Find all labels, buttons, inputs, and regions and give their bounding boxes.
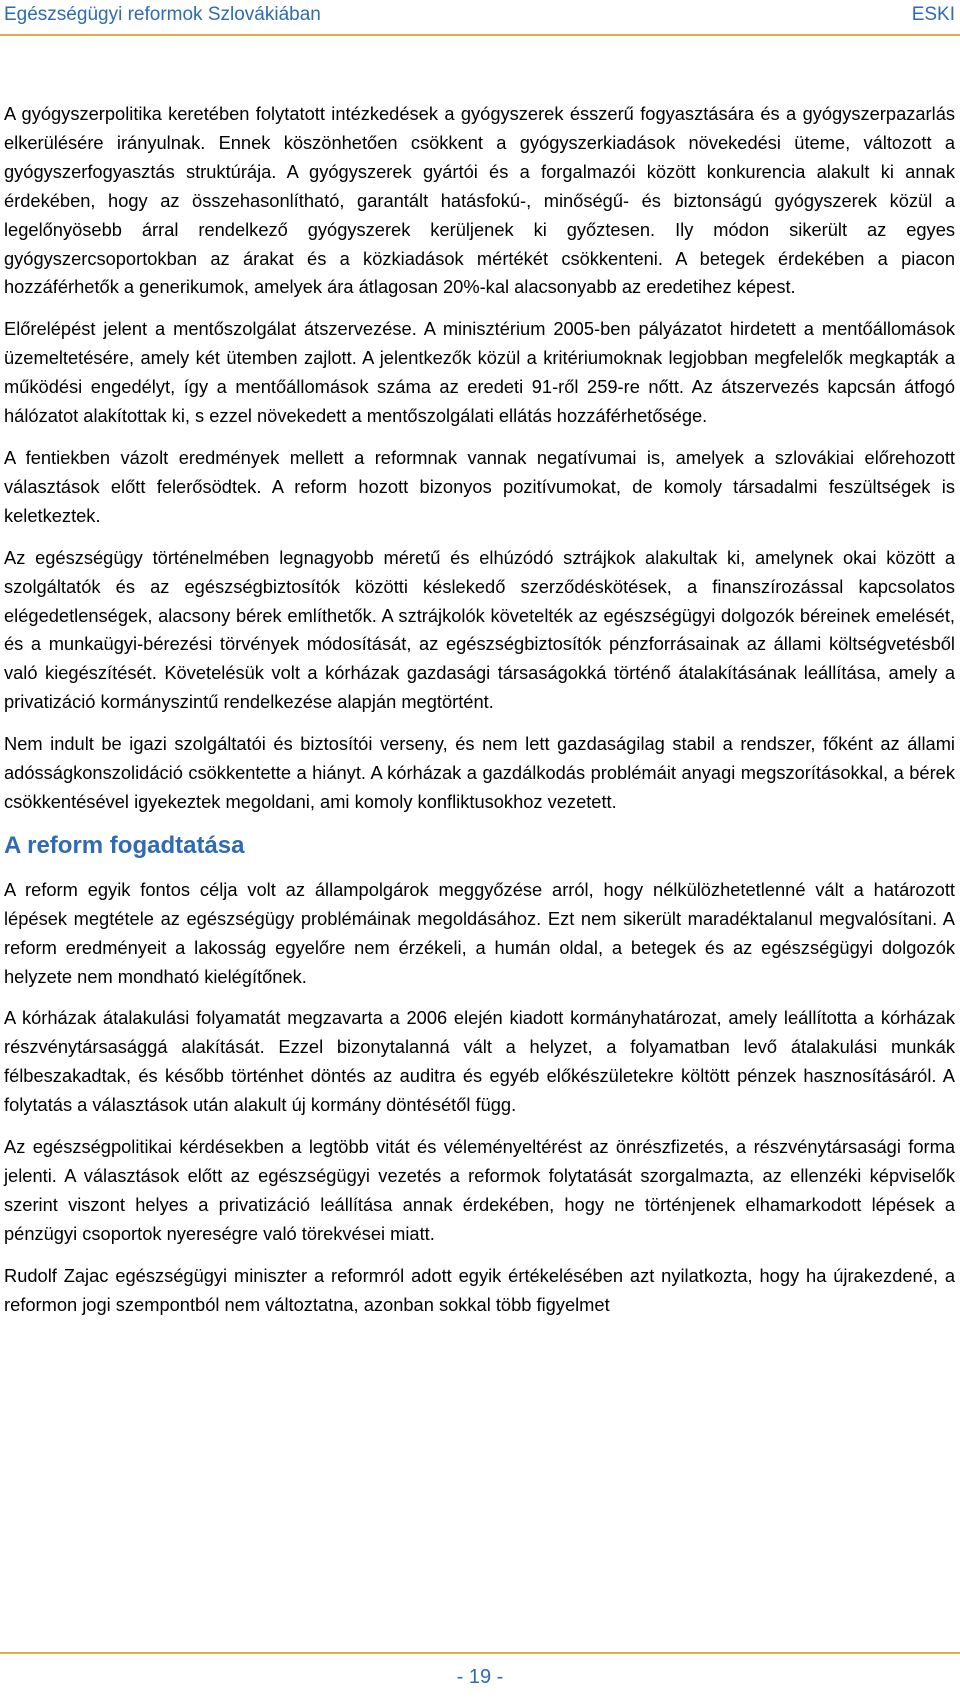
paragraph: A reform egyik fontos célja volt az állampolgárok meggyőzése arról, hogy nélkülözhetetlenné vált a határozott lépések megtétele az egészségügy problémáinak megoldásához. Ezt nem sikerült maradéktalanul megvalósítani. A reform eredményeit a lakosság egyelőre nem érzékeli, a humán oldal, a betegek és az egészségügyi dolgozók helyzete nem mondható kielégítőnek. [4, 878, 955, 987]
paragraph: Előrelépést jelent a mentőszolgálat átszervezése. A minisztérium 2005-ben pályázatot hirdetett a mentőállomások üzemeltetésére, amely két ütemben zajlott. A jelentkezők közül a kritériumoknak legjobban megfelelők megkapták a működési engedélyt, így a mentőállomások száma az eredeti 91-ről 259-re nőtt. Az átszervezés kapcsán átfogó hálózatot alakítottak ki, s ezzel növekedett a mentőszolgálati ellátás hozzáférhetősége. [4, 318, 955, 427]
header-title: Egészségügyi reformok Szlovákiában [4, 4, 321, 25]
header-org: ESKI [911, 4, 955, 25]
paragraph: A fentiekben vázolt eredmények mellett a reformnak vannak negatívumai is, amelyek a szlovákiai előrehozott választások előtt felerősödtek. A reform hozott bizonyos pozitívumokat, de komoly társadalmi feszültségek is keletkeztek. [4, 446, 955, 526]
paragraph: Nem indult be igazi szolgáltatói és biztosítói verseny, és nem lett gazdaságilag stabil a rendszer, főként az állami adósságkonszolidáció csökkentette a hiányt. A kórházak a gazdálkodás problémáit anyagi megszorításokkal, a bérek csökkentésével igyekeztek megoldani, ami komoly konfliktusokhoz vezetett. [4, 733, 955, 812]
paragraph: A kórházak átalakulási folyamatát megzavarta a 2006 elején kiadott kormányhatározat, amely leállította a kórházak részvénytársasággá alakítását. Ezzel bizonytalanná vált a helyzet, a folyamatban levő átalakulási munkák félbeszakadtak, és később történhet döntés az auditra és egyéb előkészületekre költött pénzek hasznosításáról. A folytatás a választások után alakult új kormány döntésétől függ. [4, 1007, 955, 1116]
page-number: - 19 - [456, 1666, 504, 1688]
main-content [4, 100, 955, 1333]
paragraph: Rudolf Zajac egészségügyi miniszter a reformról adott egyik értékelésében azt nyilatkozta, hogy ha újrakezdené, a reformon jogi szempontból nem változtatna, azonban sokkal több figyelmet [4, 1264, 955, 1315]
paragraph: Az egészségpolitikai kérdésekben a legtöbb vitát és véleményeltérést az önrészfizetés, a részvénytársasági forma jelenti. A választások előtt az egészségügyi vezetés a reformok folytatását szorgalmazta, az ellenzéki képviselők szerint viszont helyes a privatizáció leállítása annak érdekében, hogy ne történjenek elhamarkodott lépések a pénzügyi csoportok nyereségre való törekvései miatt. [4, 1136, 955, 1244]
section-heading: A reform fogadtatása [4, 831, 245, 859]
paragraph: A gyógyszerpolitika keretében folytatott intézkedések a gyógyszerek ésszerű fogyasztására és a gyógyszerpazarlás elkerülésére irányulnak. Ennek köszönhetően csökkent a gyógyszerkiadások növekedési üteme, változott a gyógyszerfogyasztás struktúrája. A gyógyszerek gyártói és a forgalmazói között konkurencia alakult ki annak érdekében, hogy az összehasonlítható, garantált hatásfokú-, minőségű- és biztonságú gyógyszerek közül a legelőnyösebb árral rendelkező gyógyszerek kerüljenek ki győztesen. Ily módon sikerült az egyes gyógyszercsoportokban az árakat és a közkiadások mértékét csökkenteni. A betegek érdekében a piacon hozzáférhetők a generikumok, amelyek ára átlagosan 20%-kal alacsonyabb az eredetihez képest. [4, 103, 955, 298]
page-footer [0, 1652, 960, 1689]
running-header [0, 0, 960, 36]
paragraph: Az egészségügy történelmében legnagyobb méretű és elhúzódó sztrájkok alakultak ki, amelynek okai között a szolgáltatók és az egészségbiztosítók közötti késlekedő szerződéskötések, a finanszírozással kapcsolatos elégedetlenségek, alacsony bérek említhetők. A sztrájkolók követelték az egészségügyi dolgozók béreinek emelését, és a munkaügyi-bérezési törvények módosítását, az egészségbiztosítók pénzforrásainak az állami költségvetésből való kiegészítését. Követelésük volt a kórházak gazdasági társaságokká történő átalakításának leállítása, amely a privatizáció kormányszintű rendelkezése alapján megtörtént. [4, 546, 955, 713]
